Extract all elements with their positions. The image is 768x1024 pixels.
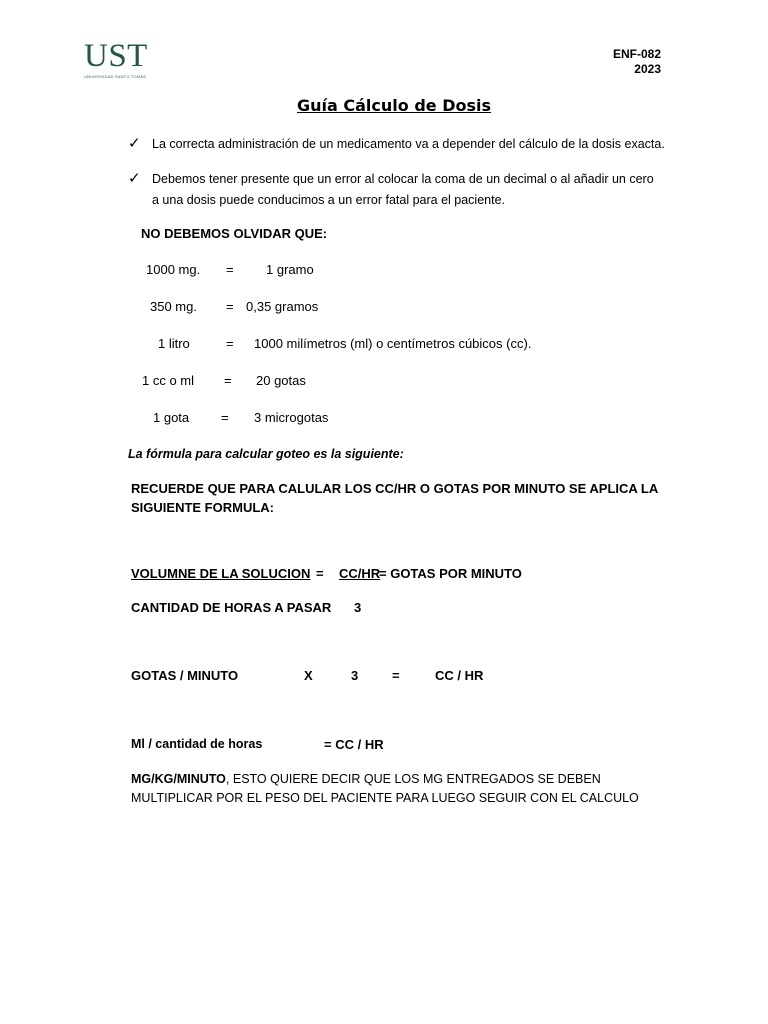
formula3-result: = CC / HR xyxy=(324,737,384,752)
conversion-equals: = xyxy=(221,410,229,425)
conversion-right: 1 gramo xyxy=(266,262,314,277)
recuerde-line-2: SIGUIENTE FORMULA: xyxy=(131,500,274,515)
note-line-2: MULTIPLICAR POR EL PESO DEL PACIENTE PARA LUEGO SEGUIR CON EL CALCULO xyxy=(131,791,639,805)
reminder-heading: NO DEBEMOS OLVIDAR QUE: xyxy=(141,226,328,241)
note-line-1 xyxy=(131,770,639,789)
conversion-equals: = xyxy=(226,262,234,277)
conversion-left: 1 cc o ml xyxy=(142,373,195,388)
conversion-left: 350 mg. xyxy=(150,299,197,314)
conversion-equals: = xyxy=(224,373,232,388)
formula-intro: La fórmula para calcular goteo es la siguiente: xyxy=(128,447,404,461)
recuerde-line-1: RECUERDE QUE PARA CALULAR LOS CC/HR O GOTAS POR MINUTO SE APLICA LA xyxy=(131,481,659,496)
bullet-text-1: La correcta administración de un medicamento va a depender del cálculo de la dosis exacta. xyxy=(152,137,665,151)
formula3-left: Ml / cantidad de horas xyxy=(131,737,263,751)
conversion-right: 3 microgotas xyxy=(254,410,329,425)
formula-cc-hr: CC/HR xyxy=(339,566,381,581)
formula2-left: GOTAS / MINUTO xyxy=(131,668,239,683)
bullet-text-2-line-1: Debemos tener presente que un error al colocar la coma de un decimal o al añadir un cero xyxy=(152,172,654,186)
note-bold-term: MG/KG/MINUTO xyxy=(131,772,226,786)
conversion-left: 1 gota xyxy=(153,410,190,425)
check-icon: ✓ xyxy=(128,135,141,152)
formula-denominator: CANTIDAD DE HORAS A PASAR xyxy=(131,600,332,615)
conversion-right: 20 gotas xyxy=(256,373,306,388)
course-code: ENF-082 xyxy=(612,47,661,61)
conversion-right: 1000 milímetros (ml) o centímetros cúbicos (cc). xyxy=(254,336,532,351)
formula-equals: = xyxy=(316,566,324,581)
conversion-equals: = xyxy=(226,299,234,314)
check-icon: ✓ xyxy=(128,170,141,187)
formula-denominator-value: 3 xyxy=(354,600,362,615)
conversion-left: 1 litro xyxy=(158,336,190,351)
document-code-block xyxy=(613,47,661,77)
note-rest: , ESTO QUIERE DECIR QUE LOS MG ENTREGADOS SE DEBEN xyxy=(225,772,601,786)
formula2-multiply: X xyxy=(304,668,313,683)
page-title: Guía Cálculo de Dosis xyxy=(297,96,491,115)
formula2-result: CC / HR xyxy=(435,668,484,683)
formula2-factor: 3 xyxy=(351,668,359,683)
recuerde-paragraph xyxy=(131,479,658,517)
ust-logo: UST xyxy=(84,38,148,74)
conversion-equals: = xyxy=(226,336,234,351)
formula2-equals: = xyxy=(392,668,400,683)
bullet-text-2-line-2: a una dosis puede conducimos a un error fatal para el paciente. xyxy=(152,193,506,207)
formula-result: = GOTAS POR MINUTO xyxy=(379,566,522,581)
ust-logo-subtitle: UNIVERSIDAD SANTO TOMÁS xyxy=(84,74,146,79)
document-year: 2023 xyxy=(634,62,661,76)
conversion-right: 0,35 gramos xyxy=(246,299,319,314)
conversion-left: 1000 mg. xyxy=(146,262,201,277)
formula-numerator: VOLUMNE DE LA SOLUCION xyxy=(131,566,311,581)
mgkg-note xyxy=(131,770,639,808)
